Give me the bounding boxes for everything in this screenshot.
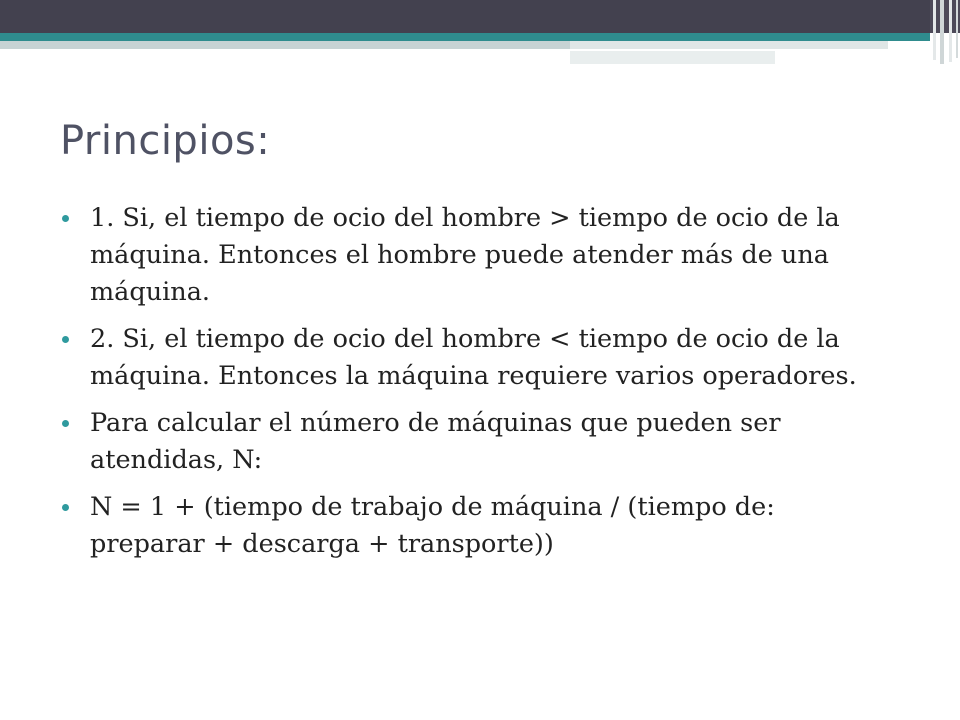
header-vertical-stripe [933,0,936,60]
bullet-item [62,200,892,311]
bullet-dot-icon [62,336,69,343]
bullet-dot-icon [62,504,69,511]
bullet-text: N = 1 + (tiempo de trabajo de máquina / (tiempo de: preparar + descarga + transporte)) [90,492,775,559]
bullet-item [62,405,892,479]
bullet-dot-icon [62,215,69,222]
header-grey-bar [0,41,570,49]
bullet-item [62,321,892,395]
bullet-text: 1. Si, el tiempo de ocio del hombre > tiempo de ocio de la máquina. Entonces el hombre puede atender más de una máquina. [90,203,840,307]
header-vertical-stripe [956,0,958,58]
header-teal-bar [0,33,930,41]
header-vertical-stripe [940,0,944,64]
bullet-list [62,200,892,573]
bullet-dot-icon [62,420,69,427]
header-grey-bar-lighter [570,51,775,64]
header-vertical-stripe [949,0,952,62]
bullet-text: 2. Si, el tiempo de ocio del hombre < tiempo de ocio de la máquina. Entonces la máquina requiere varios operadores. [90,324,857,391]
bullet-item [62,489,892,563]
slide-title: Principios: [60,118,271,164]
header-dark-bar [0,0,930,33]
bullet-text: Para calcular el número de máquinas que pueden ser atendidas, N: [90,408,781,475]
